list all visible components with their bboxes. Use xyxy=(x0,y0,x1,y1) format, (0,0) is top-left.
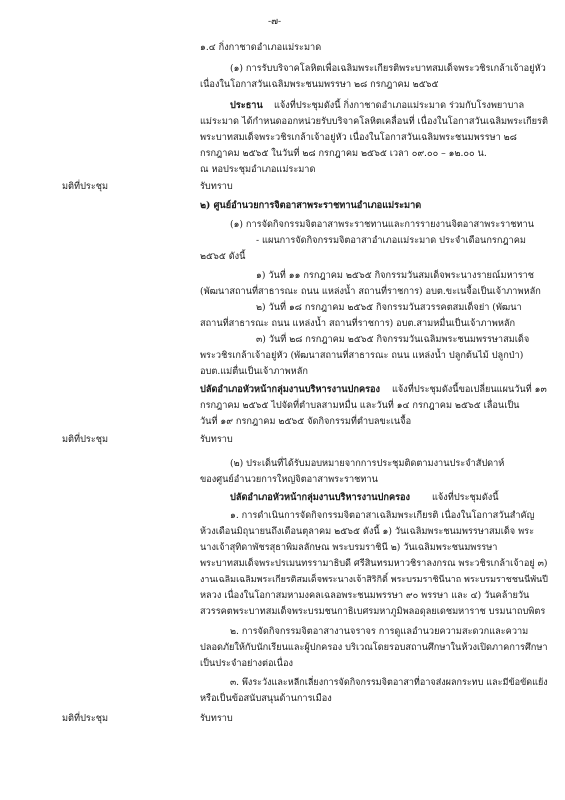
paragraph-line: วันที่ ๑๙ กรกฎาคม ๒๕๖๕ จัดกิจกรรมที่ตำบลขะเนจื้อ xyxy=(200,416,412,427)
resolution-text: รับทราบ xyxy=(200,713,233,724)
point-line: พระบาทสมเด็จพระปรเมนทรรามาธิบดี ศรีสินทรมหาวชิราลงกรณ พระวชิรเกล้าเจ้าอยู่ ๓) xyxy=(200,558,548,569)
paragraph-line: เนื่องในโอกาสวันเฉลิมพระชนมพรรษา ๒๘ กรกฎาคม ๒๕๖๕ xyxy=(200,79,439,90)
paragraph-line: ณ หอประชุมอำเภอแม่ระมาด xyxy=(200,164,316,175)
point-line: หรือเป็นข้อสนับสนุนด้านการเมือง xyxy=(200,693,332,704)
deputy-label: ปลัดอำเภอหัวหน้ากลุ่มงานบริหารงานปกครอง xyxy=(200,384,381,395)
point-line: ๓. พึงระวังและหลีกเลี่ยงการจัดกิจกรรมจิตอาสาที่อาจส่งผลกระทบ และมีข้อขัดแย้ง xyxy=(230,678,548,688)
paragraph-line: แม่ระมาด ได้กำหนดออกหน่วยรับบริจาคโลหิตเคลื่อนที่ เนื่องในโอกาสวันเฉลิมพระเกียรติ xyxy=(200,116,548,127)
paragraph-line: - แผนการจัดกิจกรรมจิตอาสาอำเภอแม่ระมาด ประจำเดือนกรกฎาคม xyxy=(256,235,526,246)
resolution-label: มติที่ประชุม xyxy=(62,713,109,724)
section-heading: ๑.๔ กิ่งกาชาดอำเภอแม่ระมาด xyxy=(200,42,322,53)
point-line: ๒. การจัดกิจกรรมจิตอาสางานจราจร การดูแลอำนวยความสะดวกและความ xyxy=(230,626,529,637)
activity-line: ๓) วันที่ ๒๘ กรกฎาคม ๒๕๖๕ กิจกรรมวันเฉลิมพระชนมพรรษาสมเด็จ xyxy=(256,334,530,345)
section-heading: ๒) ศูนย์อำนวยการจิตอาสาพระราชทานอำเภอแม่ระมาด xyxy=(200,200,422,211)
paragraph-line: พระบาทสมเด็จพระวชิรเกล้าเจ้าอยู่หัว เนื่องในโอกาสวันเฉลิมพระชนมพรรษา ๒๘ xyxy=(200,132,517,143)
resolution-text: รับทราบ xyxy=(200,181,233,192)
point-line: นางเจ้าสุทิดาพัชรสุธาพิมลลักษณ พระบรมราชินี ๒) วันเฉลิมพระชนมพรรษา xyxy=(200,542,498,553)
point-line: ปลอดภัยให้กับนักเรียนและผู้ปกครอง บริเวณโดยรอบสถานศึกษาในห้วงเปิดภาคการศึกษา xyxy=(200,642,548,653)
point-line: เป็นประจำอย่างต่อเนื่อง xyxy=(200,658,293,669)
activity-line: ๒) วันที่ ๑๘ กรกฎาคม ๒๕๖๕ กิจกรรมวันสวรรคตสมเด็จย่า (พัฒนา xyxy=(256,302,522,313)
activity-line: (พัฒนาสถานที่สาธารณะ ถนน แหล่งน้ำ สถานที่ราชการ) อบต.ขะเนจื้อเป็นเจ้าภาพหลัก xyxy=(200,286,541,297)
activity-line: พระวชิรเกล้าเจ้าอยู่หัว (พัฒนาสถานที่สาธารณะ ถนน แหล่งน้ำ ปลูกต้นไม้ ปลูกป่า) xyxy=(200,350,524,361)
deputy-suffix: แจ้งที่ประชุมดังนี้ xyxy=(432,492,499,503)
paragraph-line: แจ้งที่ประชุมดังนี้ กิ่งกาชาดอำเภอแม่ระมาด ร่วมกับโรงพยาบาล xyxy=(274,100,525,111)
paragraph-line: แจ้งที่ประชุมดังนี้ขอเปลี่ยนแผนวันที่ ๑๓ xyxy=(392,384,547,395)
activity-line: ๑) วันที่ ๑๑ กรกฎาคม ๒๕๖๕ กิจกรรมวันสมเด็จพระนางรายณ์มหาราช xyxy=(256,270,535,281)
paragraph-line: กรกฎาคม ๒๕๖๕ ไปจัดที่ตำบลสามหมื่น และวันที่ ๑๔ กรกฎาคม ๒๕๖๕ เลื่อนเป็น xyxy=(200,400,520,411)
paragraph-line: (๒) ประเด็นที่ได้รับมอบหมายจากการประชุมติดตามงานประจำสัปดาห์ xyxy=(230,458,505,469)
resolution-label: มติที่ประชุม xyxy=(62,181,109,192)
activity-line: อบต.แม่ตื่นเป็นเจ้าภาพหลัก xyxy=(200,366,308,377)
paragraph-line: กรกฎาคม ๒๕๖๕ ในวันที่ ๒๘ กรกฎาคม ๒๕๖๕ เวลา ๐๙.๐๐ – ๑๒.๐๐ น. xyxy=(200,148,487,159)
activity-line: สถานที่สาธารณะ ถนน แหล่งน้ำ สถานที่ราชการ) อบต.สามหมื่นเป็นเจ้าภาพหลัก xyxy=(200,318,516,329)
point-line: งานเฉลิมเฉลิมพระเกียรติสมเด็จพระนางเจ้าสิริกิติ์ พระบรมราชินีนาถ พระบรมราชชนนีพันปี xyxy=(200,575,548,585)
page-number: -๗- xyxy=(268,16,282,27)
point-line: ห้วงเดือนมิถุนายนถึงเดือนตุลาคม ๒๕๖๕ ดังนี้ ๑) วันเฉลิมพระชนมพรรษาสมเด็จ พระ xyxy=(200,526,535,537)
paragraph-line: (๑) การจัดกิจกรรมจิตอาสาพระราชทานและการรายงานจิตอาสาพระราชทาน xyxy=(230,219,534,230)
point-line: หลวง เนื่องในโอกาสมหามงคลเฉลอพระชนมพรรษา ๙๐ พรรษา และ ๔) วันคล้ายวัน xyxy=(200,590,530,601)
deputy-label: ปลัดอำเภอหัวหน้ากลุ่มงานบริหารงานปกครอง xyxy=(230,492,411,503)
paragraph-line: ๒๕๖๕ ดังนี้ xyxy=(200,251,246,262)
point-line: ๑. การดำเนินการจัดกิจกรรมจิตอาสาเฉลิมพระเกียรติ เนื่องในโอกาสวันสำคัญ xyxy=(230,510,535,521)
resolution-text: รับทราบ xyxy=(200,434,233,445)
paragraph-line: (๑) การรับบริจาคโลหิตเพื่อเฉลิมพระเกียรติพระบาทสมเด็จพระวชิรเกล้าเจ้าอยู่หัว xyxy=(230,63,546,74)
point-line: สวรรคตพระบาทสมเด็จพระบรมชนกาธิเบศรมหาภูมิพลอดุลยเดชมหาราช บรมนาถบพิตร xyxy=(200,606,546,617)
paragraph-line: ของศูนย์อำนวยการใหญ่จิตอาสาพระราชทาน xyxy=(200,474,378,485)
chair-label: ประธาน xyxy=(230,100,263,111)
resolution-label: มติที่ประชุม xyxy=(62,434,109,445)
